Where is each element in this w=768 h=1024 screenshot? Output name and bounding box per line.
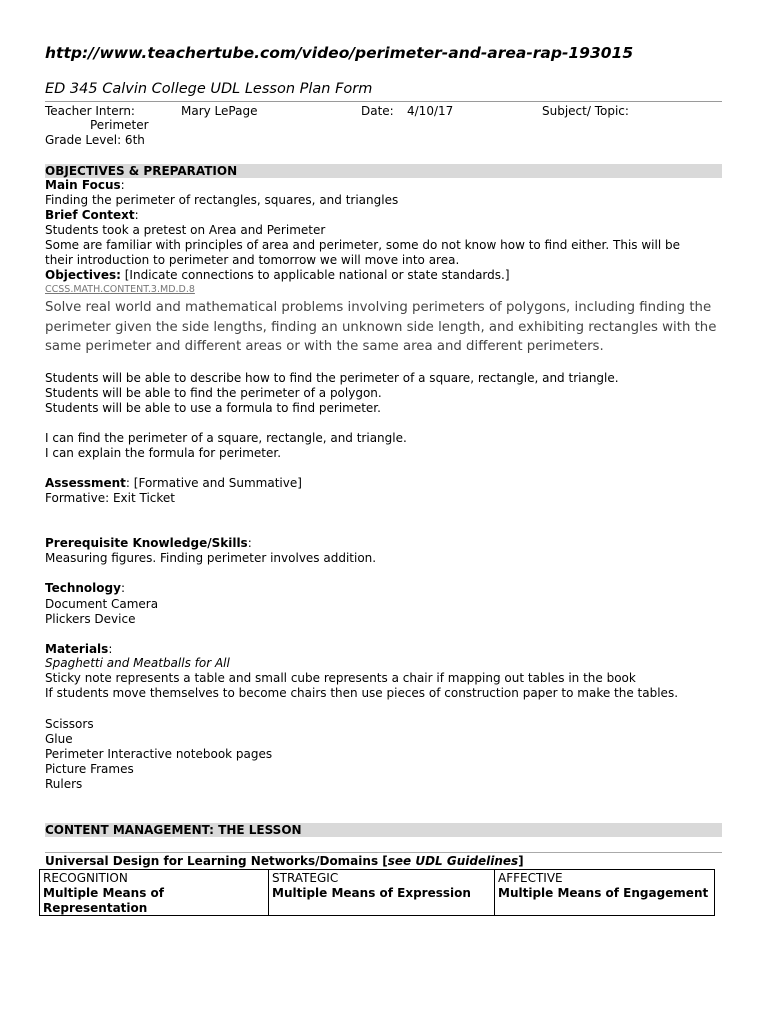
materials-book-title: Spaghetti and Meatballs for All bbox=[45, 656, 230, 670]
materials-book bbox=[45, 656, 230, 671]
objectives-line bbox=[45, 268, 510, 283]
materials-list-item: Perimeter Interactive notebook pages bbox=[45, 747, 273, 761]
i-can-line: I can explain the formula for perimeter. bbox=[45, 446, 282, 460]
assessment-note: [Formative and Summative] bbox=[133, 476, 302, 490]
materials-list-item: Glue bbox=[45, 732, 73, 746]
grade-level: Grade Level: 6th bbox=[45, 133, 145, 147]
swbat-line: Students will be able to describe how to find the perimeter of a square, rectangle, and triangle. bbox=[45, 371, 619, 385]
udl-guidelines-link[interactable]: see UDL Guidelines bbox=[387, 854, 519, 868]
udl-means: Multiple Means of Engagement bbox=[498, 886, 709, 900]
subject-label: Subject/ Topic: bbox=[542, 104, 629, 118]
technology-item: Plickers Device bbox=[45, 612, 136, 626]
standard-text bbox=[45, 298, 722, 357]
swbat-line: Students will be able to find the perimeter of a polygon. bbox=[45, 386, 382, 400]
title-rule bbox=[45, 101, 722, 102]
udl-title bbox=[45, 854, 524, 869]
udl-title-prefix: Universal Design for Learning Networks/Domains [ bbox=[45, 854, 388, 868]
prereq-line: Prerequisite Knowledge/Skills: bbox=[45, 536, 252, 550]
context-line: Some are familiar with principles of area and perimeter, some do not know how to find either. This will be bbox=[45, 238, 680, 252]
udl-cell-strategic bbox=[268, 870, 494, 915]
assessment-formative: Formative: Exit Ticket bbox=[45, 491, 176, 505]
technology-line: Technology: bbox=[45, 581, 125, 595]
swbat-line: Students will be able to use a formula to find perimeter. bbox=[45, 401, 381, 415]
prereq-text: Measuring figures. Finding perimeter involves addition. bbox=[45, 551, 377, 565]
main-focus-line: Main Focus: bbox=[45, 178, 125, 192]
prereq-label: Prerequisite Knowledge/Skills bbox=[45, 536, 248, 550]
teacher-name: Mary LePage bbox=[181, 104, 258, 118]
materials-line-text: If students move themselves to become chairs then use pieces of construction paper to make the tables. bbox=[45, 686, 679, 700]
context-line: their introduction to perimeter and tomorrow we will move into area. bbox=[45, 253, 460, 267]
objectives-note: [Indicate connections to applicable national or state standards.] bbox=[124, 268, 510, 282]
teacher-label: Teacher Intern: bbox=[45, 104, 135, 118]
i-can-line: I can find the perimeter of a square, rectangle, and triangle. bbox=[45, 431, 407, 445]
standard-code-link[interactable]: CCSS.MATH.CONTENT.3.MD.D.8 bbox=[45, 284, 195, 295]
technology-item: Document Camera bbox=[45, 597, 159, 611]
date-value: 4/10/17 bbox=[407, 104, 454, 118]
udl-means: Multiple Means of Representation bbox=[43, 886, 164, 915]
content-heading: CONTENT MANAGEMENT: THE LESSON bbox=[45, 823, 302, 837]
assessment-label: Assessment bbox=[45, 476, 126, 490]
udl-cell-affective bbox=[494, 870, 713, 915]
materials-list-item: Scissors bbox=[45, 717, 94, 731]
udl-domain: STRATEGIC bbox=[272, 871, 339, 885]
udl-table bbox=[39, 869, 715, 916]
udl-domain: RECOGNITION bbox=[43, 871, 128, 885]
context-line: Students took a pretest on Area and Perimeter bbox=[45, 223, 326, 237]
date-label: Date: bbox=[361, 104, 394, 118]
assessment-line: Assessment: [Formative and Summative] bbox=[45, 476, 302, 490]
materials-line-text: Sticky note represents a table and small cube represents a chair if mapping out tables in the book bbox=[45, 671, 636, 685]
form-title: ED 345 Calvin College UDL Lesson Plan Form bbox=[45, 81, 373, 97]
materials-label: Materials bbox=[45, 642, 109, 656]
video-url[interactable]: http://www.teachertube.com/video/perimeter-and-area-rap-193015 bbox=[45, 44, 634, 62]
standard-line: same perimeter and different areas or with the same area and different perimeters. bbox=[45, 339, 604, 354]
brief-context-label: Brief Context bbox=[45, 208, 135, 222]
main-focus-label: Main Focus bbox=[45, 178, 121, 192]
brief-context-line: Brief Context: bbox=[45, 208, 139, 222]
subject-value: Perimeter bbox=[90, 118, 149, 132]
materials-line: Materials: bbox=[45, 642, 113, 656]
technology-label: Technology bbox=[45, 581, 121, 595]
udl-title-suffix: ] bbox=[518, 854, 524, 868]
main-focus-text: Finding the perimeter of rectangles, squares, and triangles bbox=[45, 193, 399, 207]
standard-line: Solve real world and mathematical problems involving perimeters of polygons, including finding the bbox=[45, 300, 712, 315]
udl-domain: AFFECTIVE bbox=[498, 871, 563, 885]
objectives-heading: OBJECTIVES & PREPARATION bbox=[45, 164, 238, 178]
udl-means: Multiple Means of Expression bbox=[272, 886, 471, 900]
materials-list-item: Rulers bbox=[45, 777, 83, 791]
udl-cell-recognition bbox=[40, 870, 268, 915]
section-separator bbox=[45, 852, 722, 853]
content-heading-band bbox=[45, 823, 722, 837]
objectives-heading-band bbox=[45, 164, 722, 178]
standard-line: perimeter given the side lengths, finding an unknown side length, and exhibiting rectangles with the bbox=[45, 319, 717, 335]
objectives-label: Objectives: bbox=[45, 268, 121, 282]
materials-list-item: Picture Frames bbox=[45, 762, 134, 776]
